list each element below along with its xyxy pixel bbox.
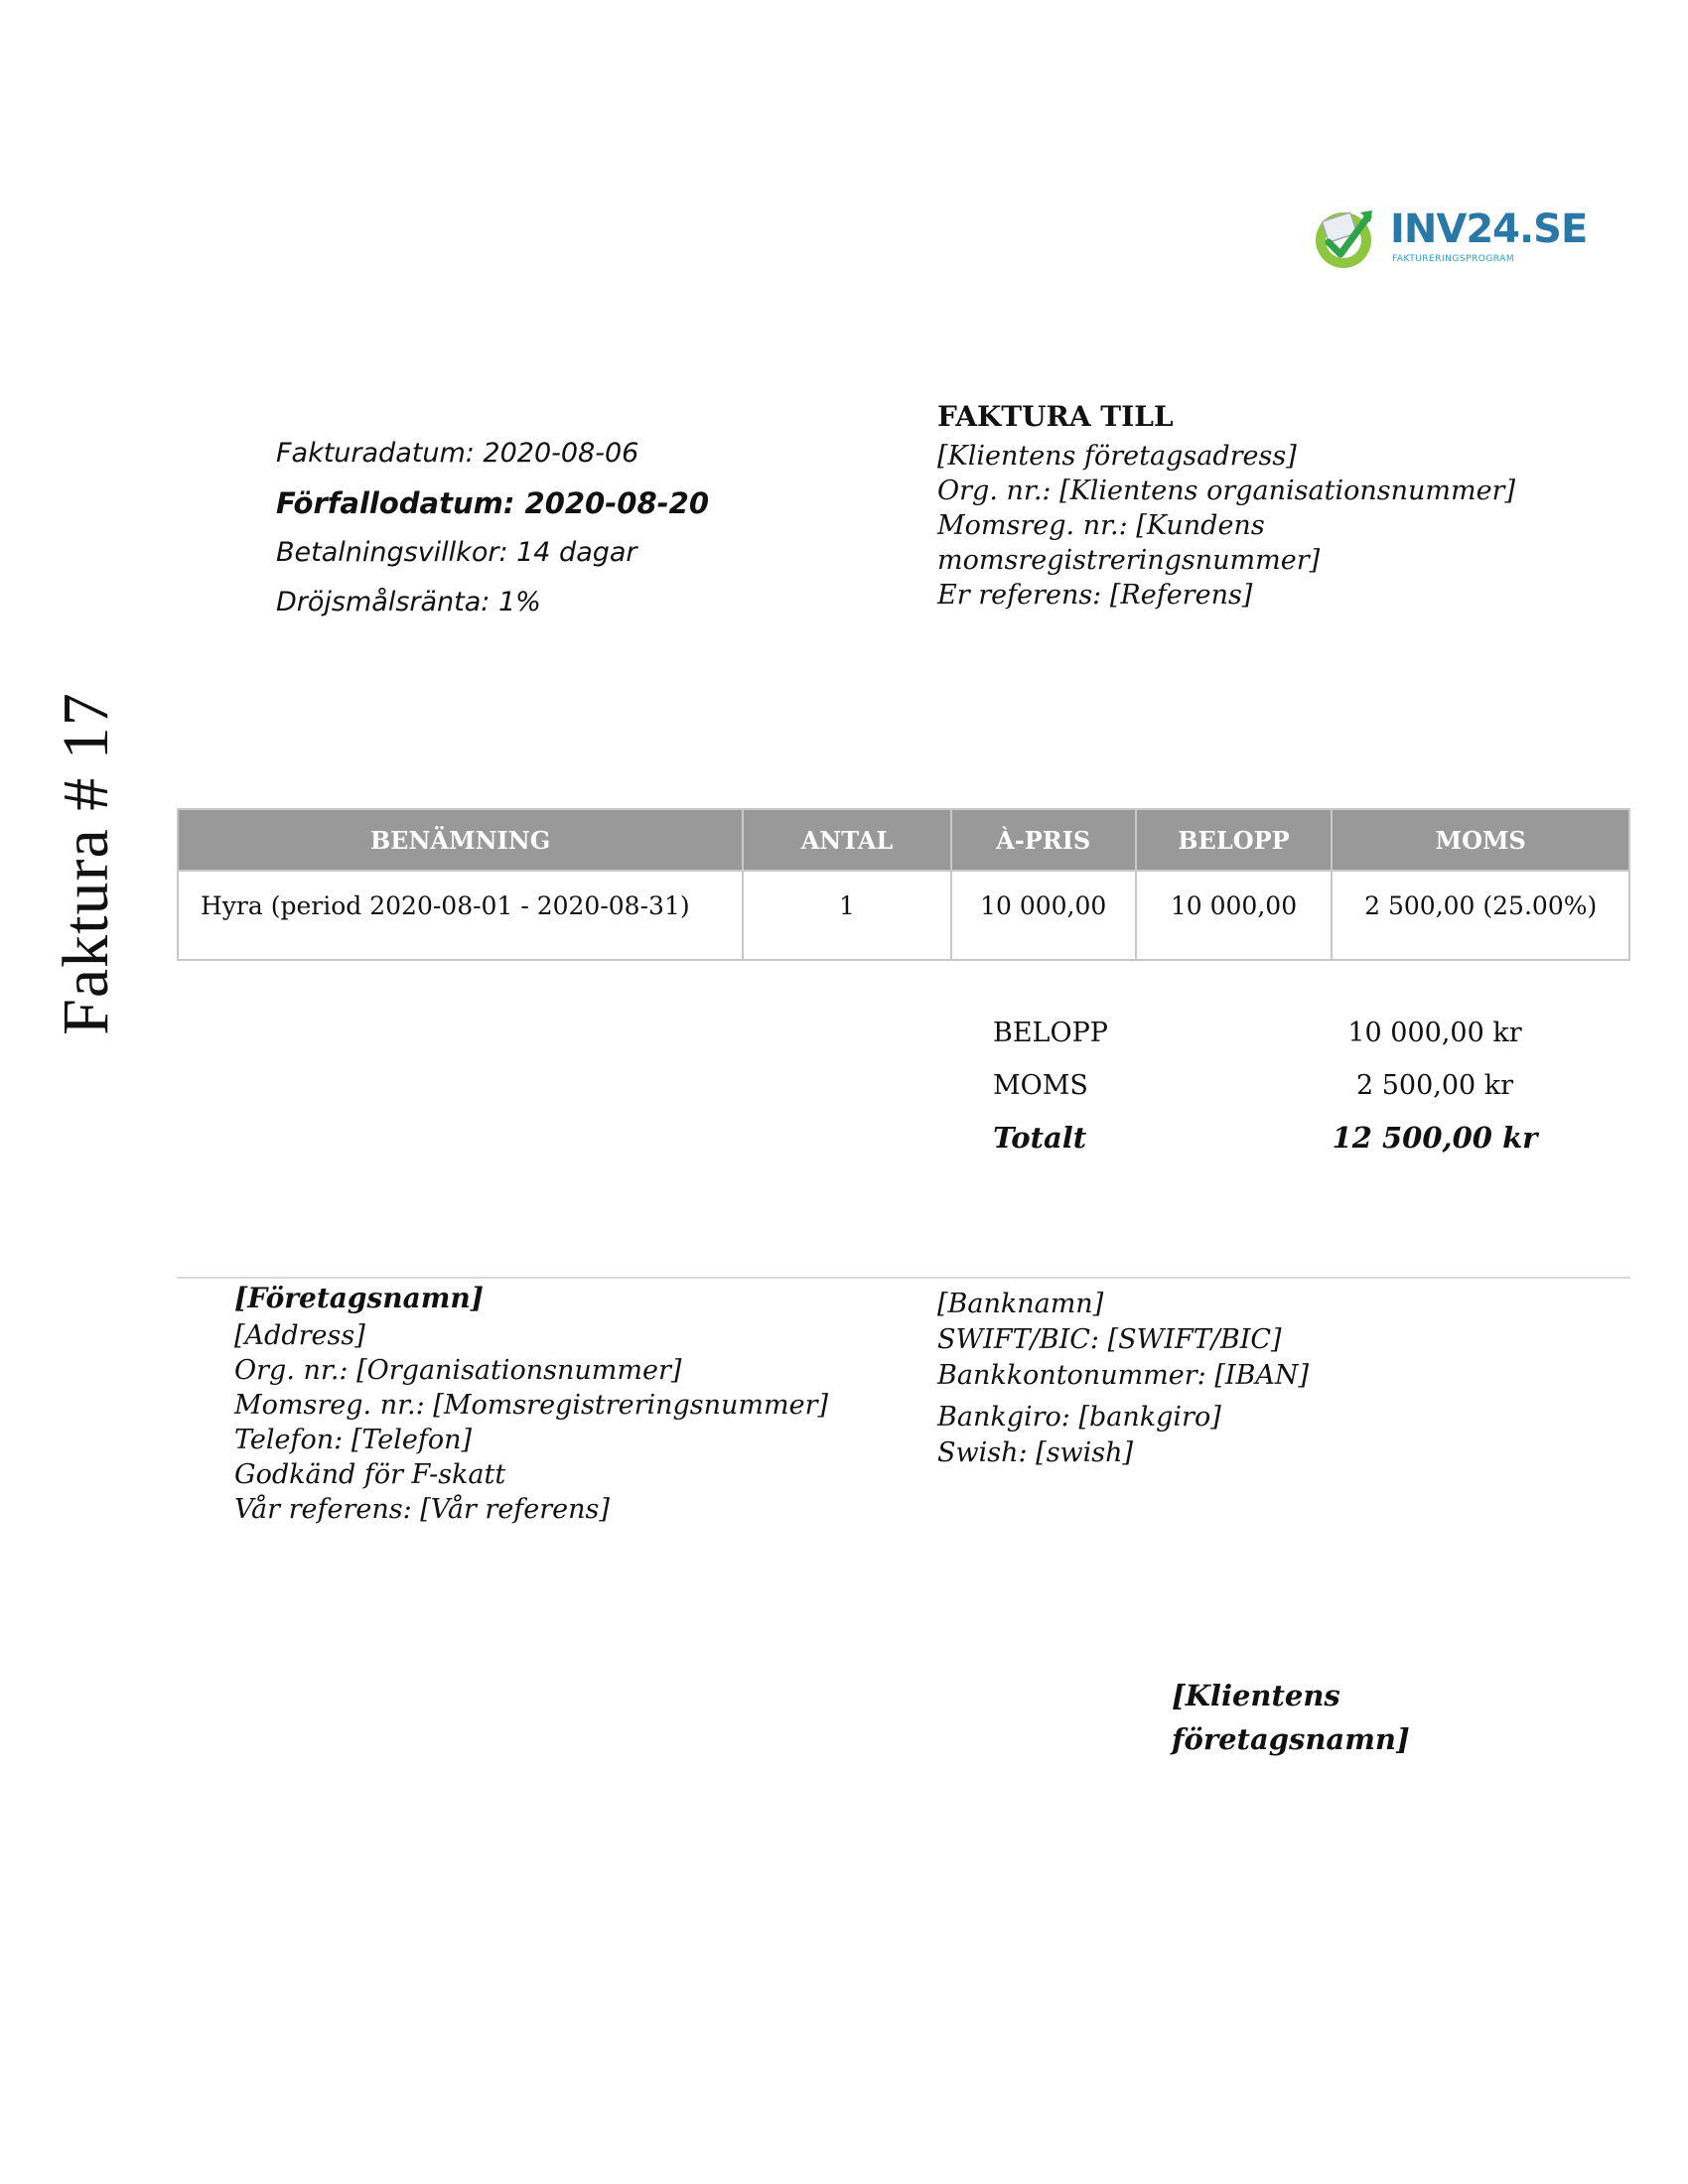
vat-row xyxy=(993,1059,1589,1112)
sender-reference: Vår referens: [Vår referens] xyxy=(234,1494,610,1525)
client-address: [Klientens företagsadress] xyxy=(937,441,1297,472)
vat-label: MOMS xyxy=(993,1070,1088,1101)
header-amount: BELOPP xyxy=(1136,809,1333,871)
bank-account: Bankkontonummer: [IBAN] xyxy=(937,1360,1310,1391)
cell-unit-price: 10 000,00 xyxy=(951,871,1136,960)
invoice-number-title: Faktura # 17 xyxy=(50,692,122,1035)
header-vat: MOMS xyxy=(1332,809,1629,871)
subtotal-value: 10 000,00 kr xyxy=(1347,1018,1522,1048)
client-org-number: Org. nr.: [Klientens organisationsnummer] xyxy=(937,476,1515,506)
bank-details xyxy=(937,1287,1309,1471)
client-reference: Er referens: [Referens] xyxy=(937,580,1253,611)
client-vat-number: Momsreg. nr.: [Kundens xyxy=(937,510,1265,541)
late-interest: Dröjsmålsränta: 1% xyxy=(276,587,541,617)
bank-giro: Bankgiro: [bankgiro] xyxy=(937,1402,1221,1433)
table-row xyxy=(178,871,1629,960)
invoice-date: Fakturadatum: 2020-08-06 xyxy=(276,438,639,469)
subtotal-label: BELOPP xyxy=(993,1018,1108,1048)
bank-swift: SWIFT/BIC: [SWIFT/BIC] xyxy=(937,1324,1282,1355)
cell-vat: 2 500,00 (25.00%) xyxy=(1332,871,1629,960)
total-row xyxy=(993,1112,1589,1164)
header-description: BENÄMNING xyxy=(178,809,743,871)
due-date: Förfallodatum: 2020-08-20 xyxy=(276,486,710,520)
total-value: 12 500,00 kr xyxy=(1332,1121,1538,1155)
sender-company-name: [Företagsnamn] xyxy=(234,1282,484,1314)
cell-amount: 10 000,00 xyxy=(1136,871,1333,960)
company-logo xyxy=(1311,199,1588,278)
header-quantity: ANTAL xyxy=(743,809,951,871)
bank-swish: Swish: [swish] xyxy=(937,1437,1134,1468)
sender-phone: Telefon: [Telefon] xyxy=(234,1425,473,1455)
table-header-row xyxy=(178,809,1629,871)
cell-quantity: 1 xyxy=(743,871,951,960)
payment-terms: Betalningsvillkor: 14 dagar xyxy=(276,537,637,568)
sender-company xyxy=(234,1279,828,1527)
logo-check-icon xyxy=(1311,203,1380,272)
client-vat-number-cont: momsregistreringsnummer] xyxy=(937,545,1321,576)
bank-name: [Banknamn] xyxy=(937,1289,1104,1319)
invoice-items-table xyxy=(177,808,1630,961)
logo-subtitle: FAKTURERINGSPROGRAM xyxy=(1392,254,1515,264)
sender-address: [Address] xyxy=(234,1320,365,1351)
cell-description: Hyra (period 2020-08-01 - 2020-08-31) xyxy=(178,871,743,960)
sender-f-tax: Godkänd för F-skatt xyxy=(234,1459,506,1490)
header-unit-price: À-PRIS xyxy=(951,809,1136,871)
invoice-dates xyxy=(276,429,709,627)
subtotal-row xyxy=(993,1007,1589,1059)
client-company-name: [Klientens företagsnamn] xyxy=(1172,1679,1410,1756)
sender-vat-number: Momsreg. nr.: [Momsregistreringsnummer] xyxy=(234,1390,829,1421)
logo-text: INV24.SE xyxy=(1390,206,1588,252)
sender-org-number: Org. nr.: [Organisationsnummer] xyxy=(234,1355,682,1386)
vat-value: 2 500,00 kr xyxy=(1355,1070,1514,1101)
total-label: Totalt xyxy=(993,1121,1087,1155)
bill-to-heading: FAKTURA TILL xyxy=(937,400,1174,433)
totals xyxy=(993,1007,1589,1164)
